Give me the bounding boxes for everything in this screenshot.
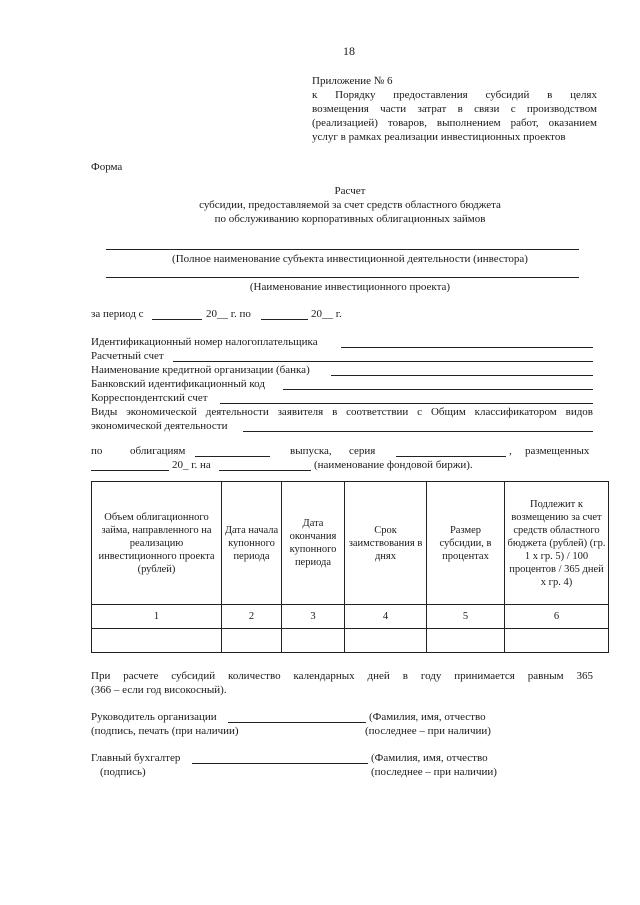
account-label: Расчетный счет bbox=[91, 350, 164, 362]
corr-field[interactable] bbox=[220, 403, 593, 404]
bank-label: Наименование кредитной организации (банка) bbox=[91, 364, 310, 376]
head-sub-caption: (подпись, печать (при наличии) bbox=[91, 725, 239, 737]
bik-field[interactable] bbox=[283, 389, 593, 390]
head-name-caption: (Фамилия, имя, отчество bbox=[369, 711, 486, 723]
bank-field[interactable] bbox=[331, 375, 593, 376]
table-data-cell[interactable] bbox=[505, 629, 609, 653]
table-data-cell[interactable] bbox=[282, 629, 345, 653]
corr-label: Корреспондентский счет bbox=[91, 392, 208, 404]
appendix-line-4: услуг в рамках реализации инвестиционных проектов bbox=[312, 131, 566, 143]
table-data-row bbox=[92, 629, 609, 653]
page-number: 18 bbox=[343, 44, 355, 58]
accountant-label: Главный бухгалтер bbox=[91, 752, 181, 764]
bonds-word-issue: выпуска, bbox=[290, 445, 332, 457]
period-start-field[interactable] bbox=[152, 319, 202, 320]
bonds-exchange-caption: (наименование фондовой биржи). bbox=[314, 459, 473, 471]
appendix-line-3: (реализацией) товаров, выполнением работ, оказанием bbox=[312, 117, 597, 129]
table-data-cell[interactable] bbox=[345, 629, 427, 653]
table-header-row bbox=[92, 482, 609, 605]
heading-line-2: субсидии, предоставляемой за счет средств областного бюджета bbox=[199, 199, 501, 211]
period-year-1: 20__ г. по bbox=[206, 308, 251, 320]
bonds-word-obligations: облигациям bbox=[130, 445, 186, 457]
head-signature-field[interactable] bbox=[228, 722, 366, 723]
head-label: Руководитель организации bbox=[91, 711, 217, 723]
project-name-line[interactable] bbox=[106, 277, 579, 278]
accountant-sub-caption: (подпись) bbox=[100, 766, 146, 778]
table-number-cell: 2 bbox=[222, 605, 282, 629]
table-data-cell[interactable] bbox=[222, 629, 282, 653]
inn-field[interactable] bbox=[341, 347, 593, 348]
appendix-title: Приложение № 6 bbox=[312, 75, 393, 87]
bonds-word-series: серия bbox=[349, 445, 376, 457]
heading-line-3: по обслуживанию корпоративных облигационных займов bbox=[214, 213, 486, 225]
period-year-2: 20__ г. bbox=[311, 308, 342, 320]
table-number-cell: 3 bbox=[282, 605, 345, 629]
bonds-year: 20_ г. на bbox=[172, 459, 211, 471]
note-line-2: (366 – если год високосный). bbox=[91, 684, 227, 696]
table-data-cell[interactable] bbox=[427, 629, 505, 653]
accountant-sub-caption-2: (последнее – при наличии) bbox=[371, 766, 497, 778]
appendix-line-1: к Порядку предоставления субсидий в целях bbox=[312, 89, 597, 101]
table-header-cell: Дата начала купонного периода bbox=[222, 482, 282, 605]
bonds-word-po: по bbox=[91, 445, 103, 457]
investor-caption: (Полное наименование субъекта инвестиционной деятельности (инвестора) bbox=[172, 253, 528, 265]
account-field[interactable] bbox=[173, 361, 593, 362]
note-line-1: При расчете субсидий количество календарных дней в году принимается равным 365 bbox=[91, 670, 593, 682]
bik-label: Банковский идентификационный код bbox=[91, 378, 265, 390]
table-header-cell: Дата окончания купонного периода bbox=[282, 482, 345, 605]
table-data-cell[interactable] bbox=[92, 629, 222, 653]
period-end-field[interactable] bbox=[261, 319, 308, 320]
bonds-series-field[interactable] bbox=[396, 456, 506, 457]
table-number-cell: 5 bbox=[427, 605, 505, 629]
bonds-date-field[interactable] bbox=[91, 470, 169, 471]
okved-label-1: Виды экономической деятельности заявителя в соответствии с Общим классификатором видов bbox=[91, 406, 593, 418]
bonds-word-placed: размещенных bbox=[525, 445, 590, 457]
accountant-signature-field[interactable] bbox=[192, 763, 368, 764]
heading-line-1: Расчет bbox=[334, 185, 366, 197]
okved-label-2: экономической деятельности bbox=[91, 420, 228, 432]
bonds-comma: , bbox=[509, 445, 512, 457]
table-header-cell: Срок заимствования в днях bbox=[345, 482, 427, 605]
table-number-cell: 1 bbox=[92, 605, 222, 629]
table-header-cell: Размер субсидии, в процентах bbox=[427, 482, 505, 605]
accountant-name-caption: (Фамилия, имя, отчество bbox=[371, 752, 488, 764]
okved-field[interactable] bbox=[243, 431, 593, 432]
table-number-cell: 4 bbox=[345, 605, 427, 629]
investor-name-line[interactable] bbox=[106, 249, 579, 250]
table-header-cell: Подлежит к возмещению за счет средств областного бюджета (рублей) (гр. 1 x гр. 5) / 100 процентов / 365 дней x гр. 4) bbox=[505, 482, 609, 605]
inn-label: Идентификационный номер налогоплательщика bbox=[91, 336, 318, 348]
table-number-cell: 6 bbox=[505, 605, 609, 629]
bonds-count-field[interactable] bbox=[195, 456, 270, 457]
subsidy-table bbox=[91, 481, 609, 653]
project-caption: (Наименование инвестиционного проекта) bbox=[249, 281, 451, 293]
table-number-row bbox=[92, 605, 609, 629]
table-header-cell: Объем облигационного займа, направленного на реализацию инвестиционного проекта (рублей) bbox=[92, 482, 222, 605]
form-label: Форма bbox=[91, 161, 123, 173]
period-prefix: за период с bbox=[91, 308, 144, 320]
bonds-exchange-field[interactable] bbox=[219, 470, 311, 471]
appendix-line-2: возмещения части затрат в связи с производством bbox=[312, 103, 597, 115]
head-sub-caption-2: (последнее – при наличии) bbox=[365, 725, 491, 737]
